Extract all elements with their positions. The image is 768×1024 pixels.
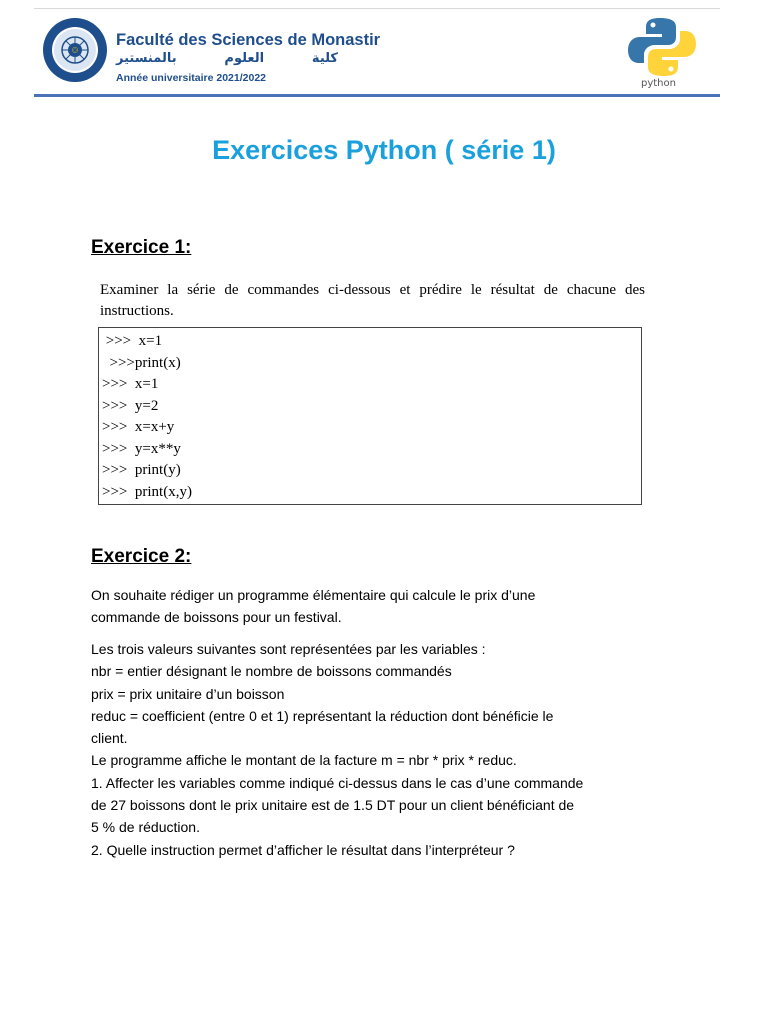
text-line: client. xyxy=(91,730,128,747)
code-line: >>>print(x) xyxy=(102,355,181,371)
code-line: >>> x=1 xyxy=(102,333,163,349)
code-line: >>> print(y) xyxy=(102,462,181,478)
code-line: >>> x=x+y xyxy=(102,419,175,435)
exercise2-intro xyxy=(91,584,671,629)
code-line: >>> y=x**y xyxy=(102,441,181,457)
text-line: reduc = coefficient (entre 0 et 1) représentant la réduction dont bénéficie le xyxy=(91,707,554,724)
exercise1-intro: Examiner la série de commandes ci-dessous et prédire le résultat de chacune des instructions. xyxy=(100,282,645,319)
exercise2-heading: Exercice 2: xyxy=(91,546,192,567)
academic-year: Année universitaire 2021/2022 xyxy=(116,72,267,84)
python-logo-text: python xyxy=(641,78,676,89)
code-line: >>> x=1 xyxy=(102,376,159,392)
page-title: Exercices Python ( série 1) xyxy=(212,135,556,165)
faculty-name-arabic: كلية العلوم بالمنستير xyxy=(116,51,338,66)
exercise1-heading: Exercice 1: xyxy=(91,237,192,258)
text-line: prix = prix unitaire d’un boisson xyxy=(91,685,285,702)
text-line: de 27 boissons dont le prix unitaire est de 1.5 DT pour un client bénéficiant de xyxy=(91,797,575,814)
text-line: 2. Quelle instruction permet d’afficher le résultat dans l’interpréteur ? xyxy=(91,841,515,858)
code-line: >>> print(x,y) xyxy=(102,484,192,500)
text-line: Le programme affiche le montant de la facture m = nbr * prix * reduc. xyxy=(91,752,517,769)
code-listing xyxy=(98,327,642,505)
text-line: nbr = entier désignant le nombre de boissons commandés xyxy=(91,663,452,680)
text-line: Les trois valeurs suivantes sont représentées par les variables : xyxy=(91,641,486,657)
faculty-name: Faculté des Sciences de Monastir xyxy=(116,31,381,49)
text-line: 1. Affecter les variables comme indiqué ci-dessus dans le cas d’une commande xyxy=(91,774,584,791)
python-logo-icon xyxy=(624,16,700,78)
text-line: On souhaite rédiger un programme élémentaire qui calcule le prix d’une xyxy=(91,587,536,603)
faculty-logo-icon xyxy=(42,17,108,83)
text-line: commande de boissons pour un festival. xyxy=(91,609,342,626)
header-rule xyxy=(34,94,720,97)
text-line: 5 % de réduction. xyxy=(91,819,200,836)
code-line: >>> y=2 xyxy=(102,398,159,414)
exercise2-body xyxy=(91,638,671,861)
